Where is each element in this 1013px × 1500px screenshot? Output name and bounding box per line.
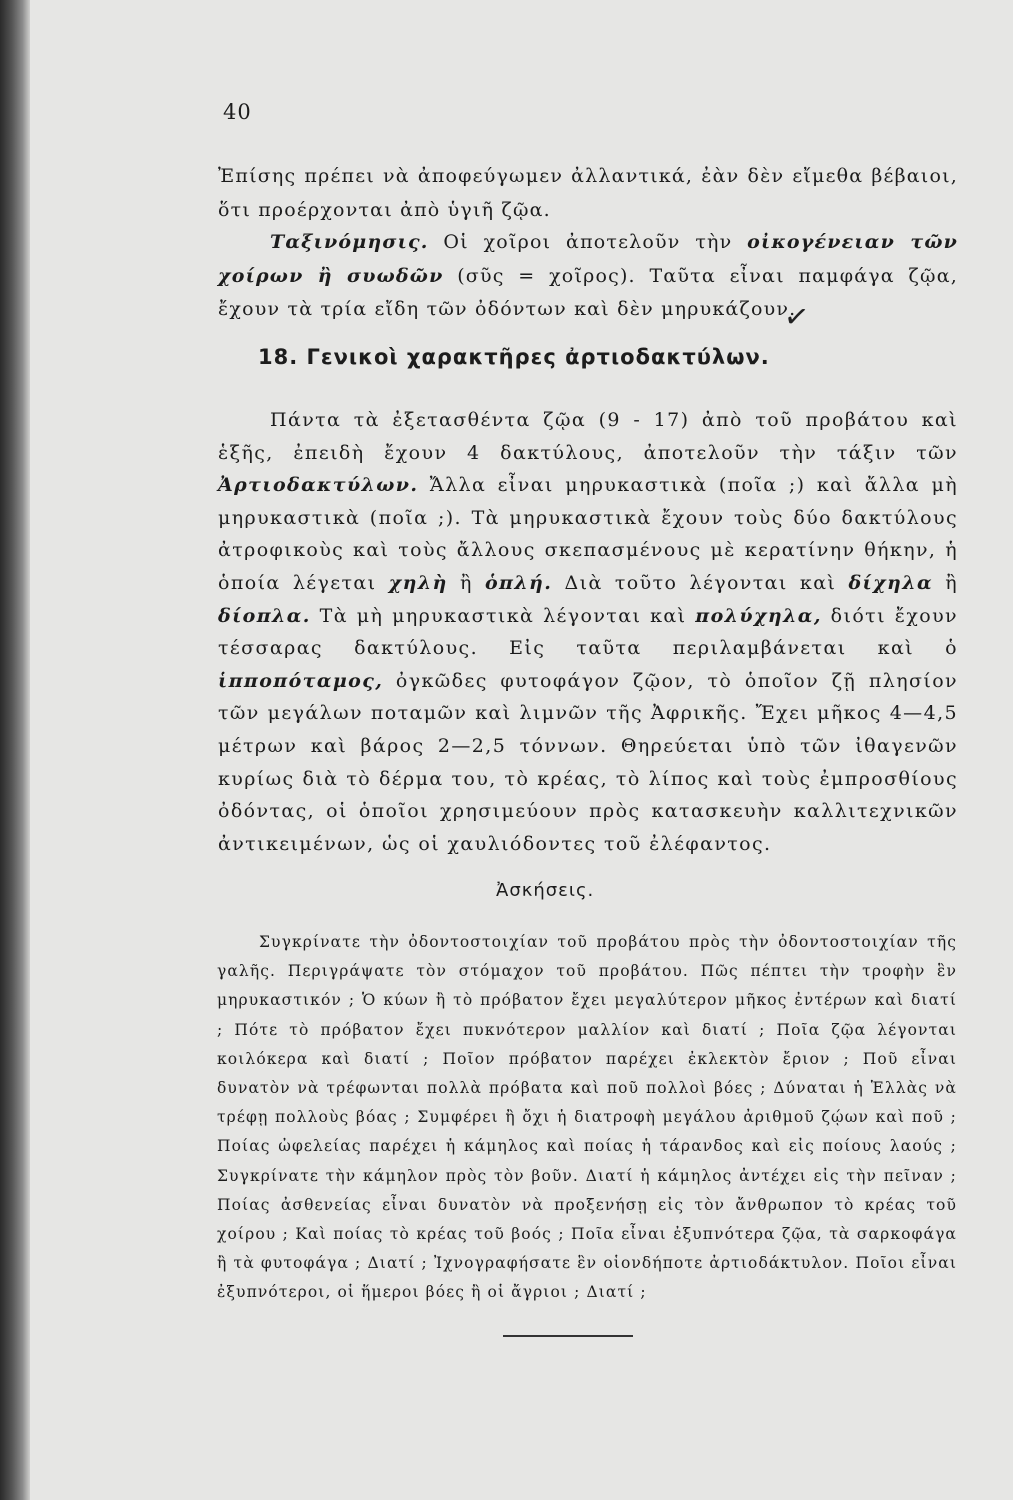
section-text-8: ὀγκῶδες φυτοφάγον ζῷον, τὸ ὁποῖον ζῇ πλησίον τῶν μεγάλων ποταμῶν καὶ λιμνῶν τῆς Ἀφρικῆς. Ἔχει μῆκος 4—4,5 μέτρων καὶ βάρος 2—2,5 τόννων. Θηρεύεται ὑπὸ τῶν ἰθαγενῶν κυρίως διὰ τὸ δέρμα του, τὸ κρέας, τὸ λίπος καὶ τοὺς ἐμπροσθίους ὀδόντας, οἱ ὁποῖοι χρησιμεύουν πρὸς κατασκευὴν καλλιτεχνικῶν ἀντικειμένων, ὡς οἱ χαυλιόδοντες τοῦ ἐλέφαντος. <box>218 669 958 855</box>
keyword-opli: ὁπλή. <box>484 571 553 594</box>
intro-paragraph <box>218 160 958 227</box>
section-text-1: Πάντα τὰ ἐξετασθέντα ζῷα (9 - 17) ἀπὸ τοῦ προβάτου καὶ ἑξῆς, ἐπειδὴ ἔχουν 4 δακτύλους, ἀποτελοῦν τὴν τάξιν τῶν <box>218 409 958 464</box>
book-binding-edge <box>0 0 30 1500</box>
taxonomy-label: Ταξινόμησις. <box>270 231 429 253</box>
section-text-7: διότι ἔχουν τέσσαρας δακτύλους. Εἰς ταῦτα περιλαμβάνεται καὶ ὁ <box>218 604 958 660</box>
handwritten-check-icon: ✓ <box>781 298 812 337</box>
section-heading: 18. Γενικοὶ χαρακτῆρες ἀρτιοδακτύλων. <box>258 345 770 369</box>
exercises-paragraph: Συγκρίνατε τὴν ὀδοντοστοιχίαν τοῦ προβάτου πρὸς τὴν ὀδοντοστοιχίαν τῆς γαλῆς. Περιγράψατε τὸν στόμαχον τοῦ προβάτου. Πῶς πέπτει τὴν τροφὴν ἓν μηρυκαστικόν ; Ὁ κύων ἢ τὸ πρόβατον ἔχει μεγαλύτερον μῆκος ἐντέρων καὶ διατί ; Πότε τὸ πρόβατον ἔχει πυκνότερον μαλλίον καὶ διατί ; Ποῖα ζῷα λέγονται κοιλόκερα καὶ διατί ; Ποῖον πρόβατον παρέχει ἐκλεκτὸν ἔριον ; Ποῦ εἶναι δυνατὸν νὰ τρέφωνται πολλὰ πρόβατα καὶ ποῦ πολλοὶ βόες ; Δύναται ἡ Ἑλλὰς νὰ τρέφῃ πολλοὺς βόας ; Συμφέρει ἢ ὄχι ἡ διατροφὴ μεγάλου ἀριθμοῦ ζῴων καὶ ποῦ ; Ποίας ὠφελείας παρέχει ἡ κάμηλος καὶ ποίας ἡ τάρανδος καὶ εἰς ποίους λαούς ; Συγκρίνατε τὴν κάμηλον πρὸς τὸν βοῦν. Διατί ἡ κάμηλος ἀντέχει εἰς τὴν πεῖναν ; Ποίας ἀσθενείας εἶναι δυνατὸν νὰ προξενήσῃ εἰς τὸν ἄνθρωπον τὸ κρέας τοῦ χοίρου ; Καὶ ποίας τὸ κρέας τοῦ βοός ; Ποῖα εἶναι ἐξυπνότερα ζῷα, τὰ σαρκοφάγα ἢ τὰ φυτοφάγα ; Διατί ; Ἰχνογραφήσατε ἓν οἱονδήποτε ἀρτιοδάκτυλον. Ποῖοι εἶναι ἐξυπνότεροι, οἱ ἥμεροι βόες ἢ οἱ ἄγριοι ; Διατί ; <box>217 933 957 1302</box>
taxonomy-text-2: (σῦς = χοῖρος). Ταῦτα εἶναι παμφάγα ζῷα, ἔχουν τὰ τρία εἴδη τῶν ὀδόντων καὶ δὲν μηρυκάζουν. <box>218 264 958 320</box>
end-rule-divider <box>503 1335 633 1337</box>
keyword-dichila: δίχηλα <box>848 571 934 594</box>
section-text-5: ἢ <box>933 571 958 594</box>
keyword-polychila: πολύχηλα, <box>695 604 822 627</box>
keyword-chili: χηλὴ <box>388 571 448 594</box>
keyword-dioplа: δίοπλα. <box>218 604 311 627</box>
keyword-artiodactyla: Ἀρτιοδακτύλων. <box>218 474 419 497</box>
intro-text: Ἐπίσης πρέπει νὰ ἀποφεύγωμεν ἀλλαντικά, ἐὰν δὲν εἴμεθα βέβαιοι, ὅτι προέρχονται ἀπὸ ὑγιῆ ζῷα. <box>218 165 958 221</box>
section-text-3: ἢ <box>447 571 485 594</box>
keyword-hippopotamus: ἱπποπόταμος, <box>218 669 384 692</box>
section-text-4: Διὰ τοῦτο λέγονται καὶ <box>552 571 849 594</box>
taxonomy-family: οἰκογένειαν τῶν χοίρων ἢ συωδῶν <box>218 231 959 287</box>
taxonomy-text-1: Οἱ χοῖροι ἀποτελοῦν τὴν <box>428 231 748 253</box>
exercises-heading: Ἀσκήσεις. <box>496 880 595 901</box>
taxonomy-paragraph <box>218 226 958 327</box>
section-paragraph <box>218 404 958 860</box>
section-text-2: Ἄλλα εἶναι μηρυκαστικὰ (ποῖα ;) καὶ ἄλλα μὴ μηρυκαστικὰ (ποῖα ;). Τὰ μηρυκαστικὰ ἔχουν τοὺς δύο δακτύλους ἀτροφικοὺς καὶ τοὺς ἄλλους σκεπασμένους μὲ κερατίνην θήκην, ἡ ὁποία λέγεται <box>218 474 958 594</box>
section-text-6: Τὰ μὴ μηρυκαστικὰ λέγονται καὶ <box>310 604 696 627</box>
page-number: 40 <box>223 100 252 124</box>
